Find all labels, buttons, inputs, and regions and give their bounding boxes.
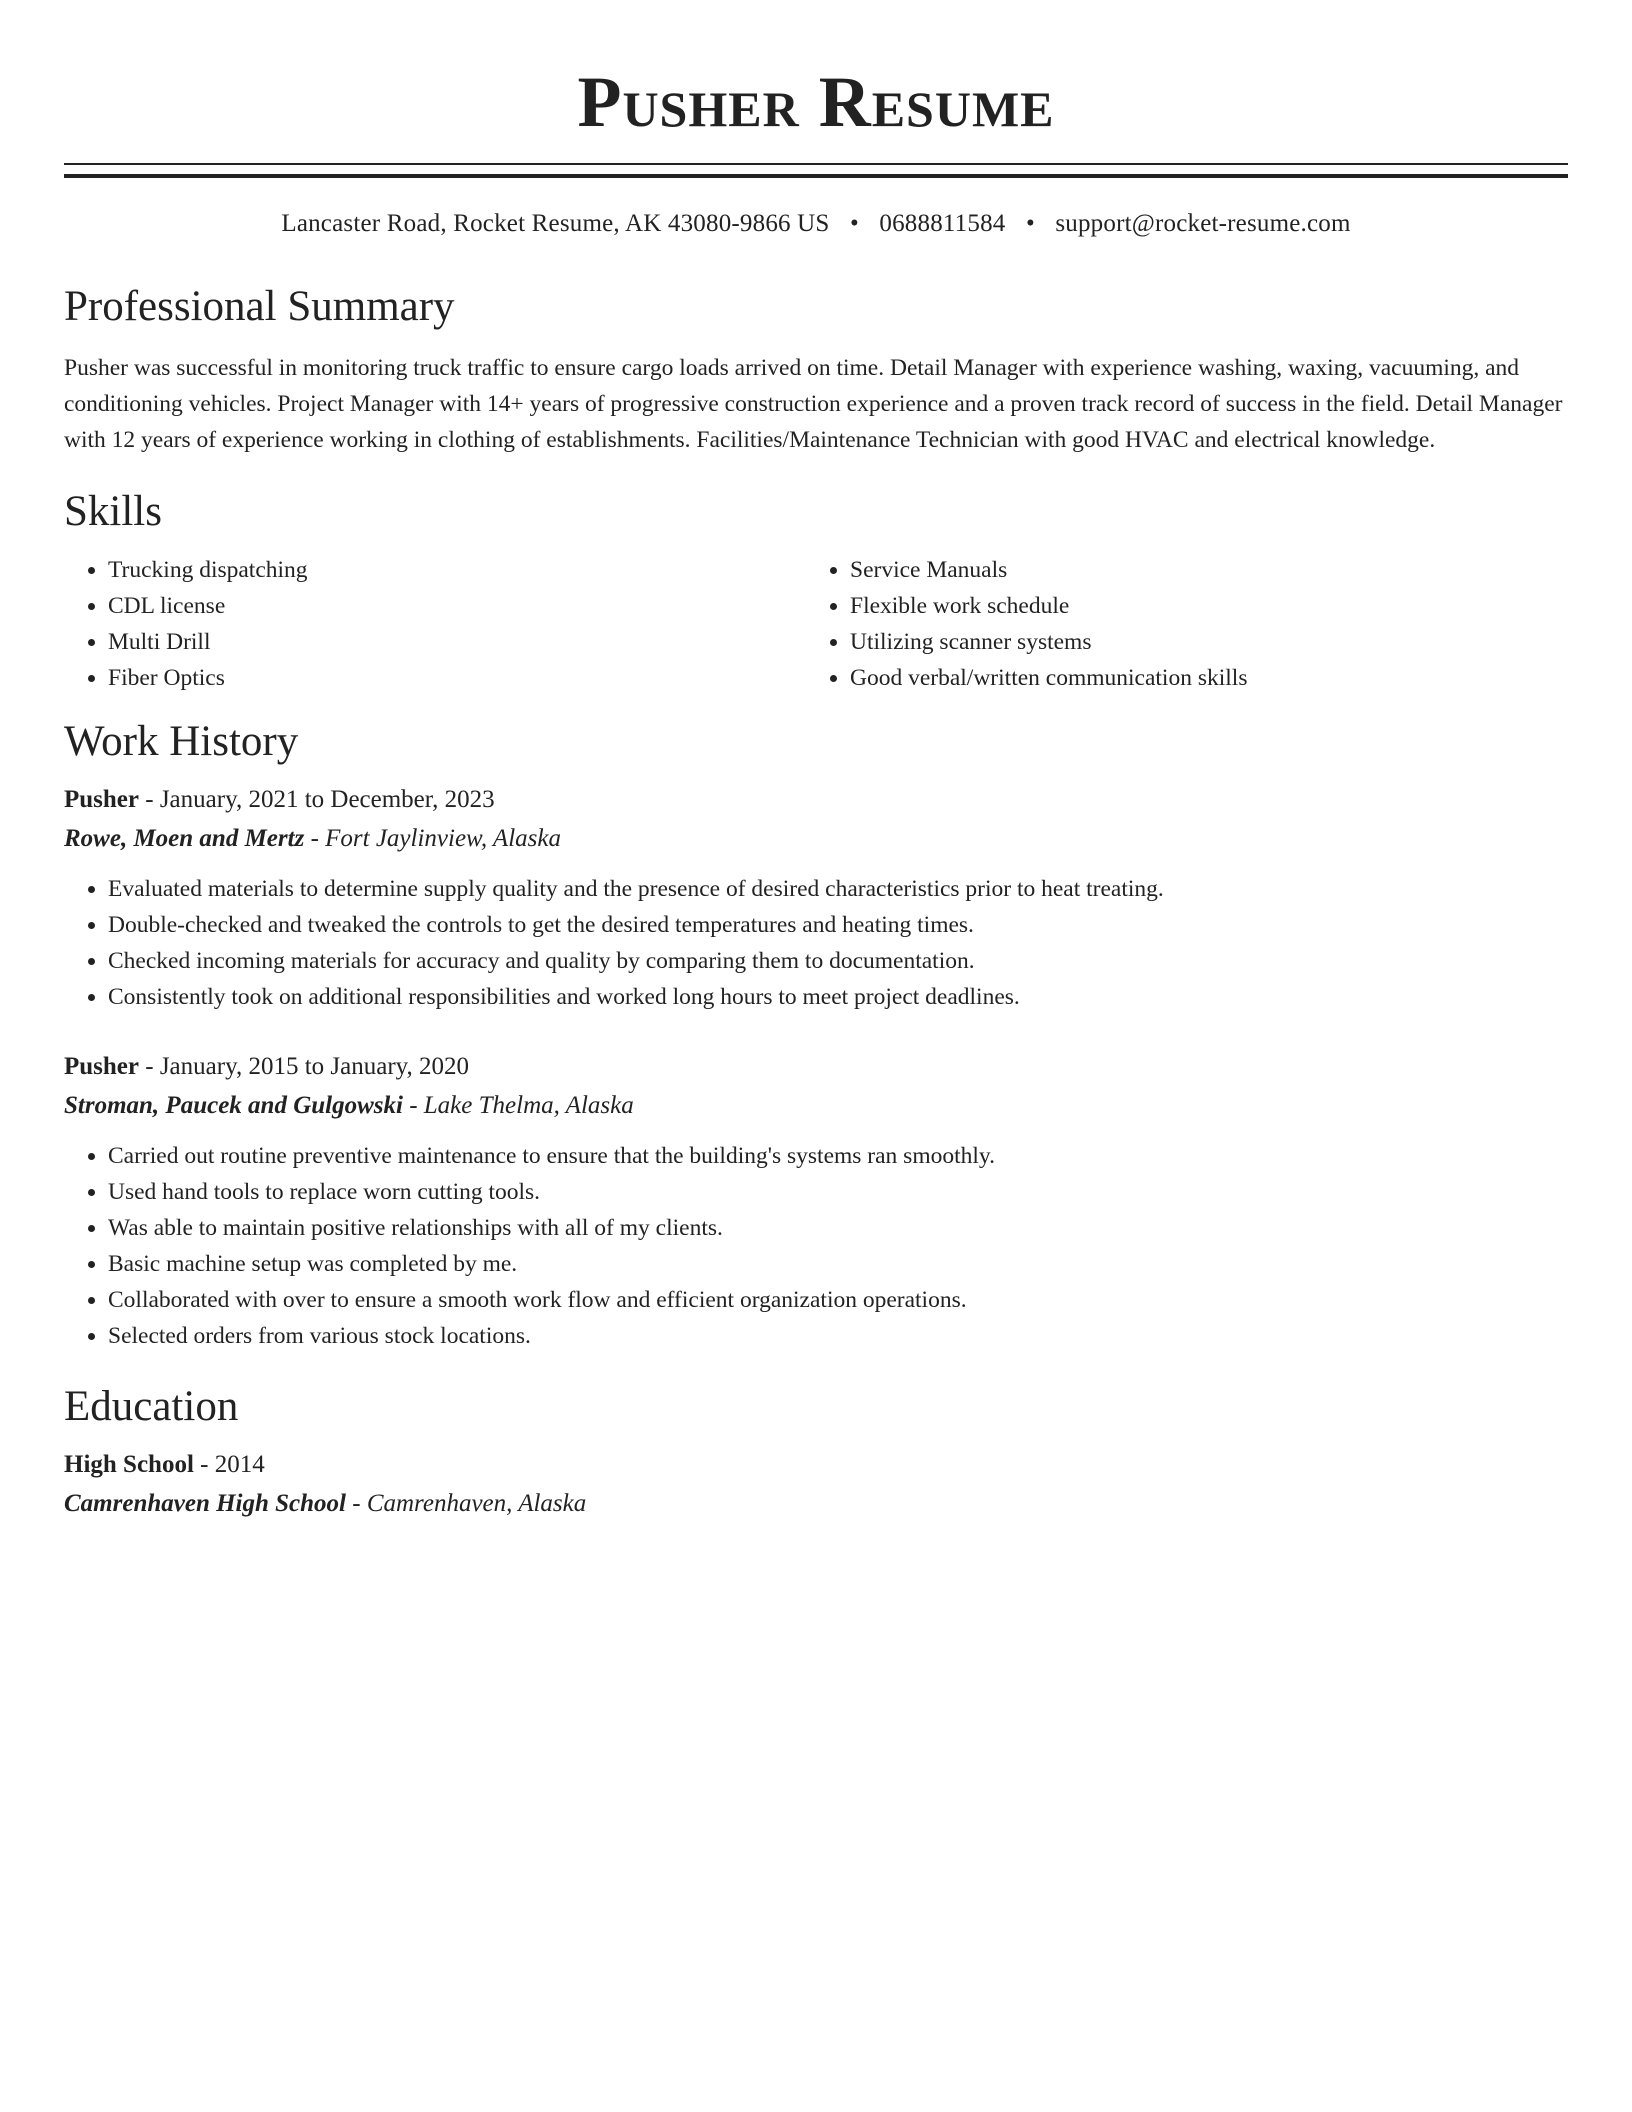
job-entry bbox=[64, 781, 1568, 1015]
education-heading: Education bbox=[64, 1383, 239, 1430]
duty-item: • Collaborated with over to ensure a smooth work flow and efficient organization operations. bbox=[108, 1282, 1568, 1318]
employer-name: Rowe, Moen and Mertz bbox=[64, 825, 305, 852]
duty-item: • Used hand tools to replace worn cutting tools. bbox=[108, 1174, 1568, 1210]
job-dates: January, 2021 to December, 2023 bbox=[159, 786, 495, 813]
duty-item: • Selected orders from various stock locations. bbox=[108, 1318, 1568, 1354]
work-history-heading: Work History bbox=[64, 718, 299, 765]
duty-list bbox=[64, 871, 1568, 1015]
skills-list-left bbox=[64, 552, 806, 696]
school-name: Camrenhaven High School bbox=[64, 1490, 346, 1517]
duty-item: • Evaluated materials to determine supply quality and the presence of desired characteristics prior to heat treating. bbox=[108, 871, 1568, 907]
graduation-year: 2014 bbox=[214, 1451, 265, 1478]
degree-line: High School - 2014 bbox=[64, 1451, 265, 1478]
skill-item: • Trucking dispatching bbox=[108, 552, 806, 588]
contact-separator: • bbox=[850, 210, 859, 237]
skill-item: • Utilizing scanner systems bbox=[850, 624, 1548, 660]
employer-line: Rowe, Moen and Mertz - Fort Jaylinview, Alaska bbox=[64, 825, 561, 852]
skill-item: • Flexible work schedule bbox=[850, 588, 1548, 624]
skills-grid bbox=[64, 552, 1568, 696]
skills-list-right bbox=[806, 552, 1548, 696]
skill-item: • Multi Drill bbox=[108, 624, 806, 660]
duty-item: • Checked incoming materials for accuracy and quality by comparing them to documentation. bbox=[108, 943, 1568, 979]
skills-heading: Skills bbox=[64, 488, 162, 535]
job-entry bbox=[64, 1048, 1568, 1354]
job-title: Pusher bbox=[64, 786, 139, 813]
skill-item: • Fiber Optics bbox=[108, 660, 806, 696]
skill-item: • Good verbal/written communication skills bbox=[850, 660, 1548, 696]
duty-item: • Consistently took on additional responsibilities and worked long hours to meet project deadlines. bbox=[108, 979, 1568, 1015]
summary-heading: Professional Summary bbox=[64, 283, 455, 330]
duty-item: • Carried out routine preventive maintenance to ensure that the building's systems ran smoothly. bbox=[108, 1138, 1568, 1174]
duty-list bbox=[64, 1138, 1568, 1354]
contact-line bbox=[64, 208, 1568, 240]
employer-line: Stroman, Paucek and Gulgowski - Lake Thelma, Alaska bbox=[64, 1092, 634, 1119]
school-line: Camrenhaven High School - Camrenhaven, Alaska bbox=[64, 1490, 587, 1517]
title-divider bbox=[64, 163, 1568, 178]
skill-item: • Service Manuals bbox=[850, 552, 1548, 588]
employer-name: Stroman, Paucek and Gulgowski bbox=[64, 1092, 403, 1119]
duty-item: • Was able to maintain positive relationships with all of my clients. bbox=[108, 1210, 1568, 1246]
job-title-line: Pusher - January, 2015 to January, 2020 bbox=[64, 1053, 470, 1080]
resume-title: Pusher Resume bbox=[577, 62, 1055, 142]
job-dates: January, 2015 to January, 2020 bbox=[159, 1053, 470, 1080]
summary-text: Pusher was successful in monitoring truck traffic to ensure cargo loads arrived on time. Detail Manager with experience washing, waxing, vacuuming, and conditioning vehicles. Project Manager with 14+ years of progressive construction experience and a proven track record of success in the field. Detail Manager with 12 years of experience working in clothing of establishments. Facilities/Maintenance Technician with good HVAC and electrical knowledge. bbox=[64, 355, 1563, 453]
job-title: Pusher bbox=[64, 1053, 139, 1080]
education-entry bbox=[64, 1446, 1568, 1524]
duty-item: • Double-checked and tweaked the controls to get the desired temperatures and heating times. bbox=[108, 907, 1568, 943]
contact-email: support@rocket-resume.com bbox=[1055, 210, 1351, 237]
job-title-line: Pusher - January, 2021 to December, 2023 bbox=[64, 786, 495, 813]
contact-phone: 0688811584 bbox=[879, 210, 1006, 237]
employer-location: Lake Thelma, Alaska bbox=[423, 1092, 634, 1119]
contact-address: Lancaster Road, Rocket Resume, AK 43080-9866 US bbox=[281, 210, 830, 237]
school-location: Camrenhaven, Alaska bbox=[366, 1490, 587, 1517]
degree: High School bbox=[64, 1451, 194, 1478]
skill-item: • CDL license bbox=[108, 588, 806, 624]
employer-location: Fort Jaylinview, Alaska bbox=[325, 825, 561, 852]
duty-item: • Basic machine setup was completed by me. bbox=[108, 1246, 1568, 1282]
contact-separator: • bbox=[1025, 210, 1035, 237]
